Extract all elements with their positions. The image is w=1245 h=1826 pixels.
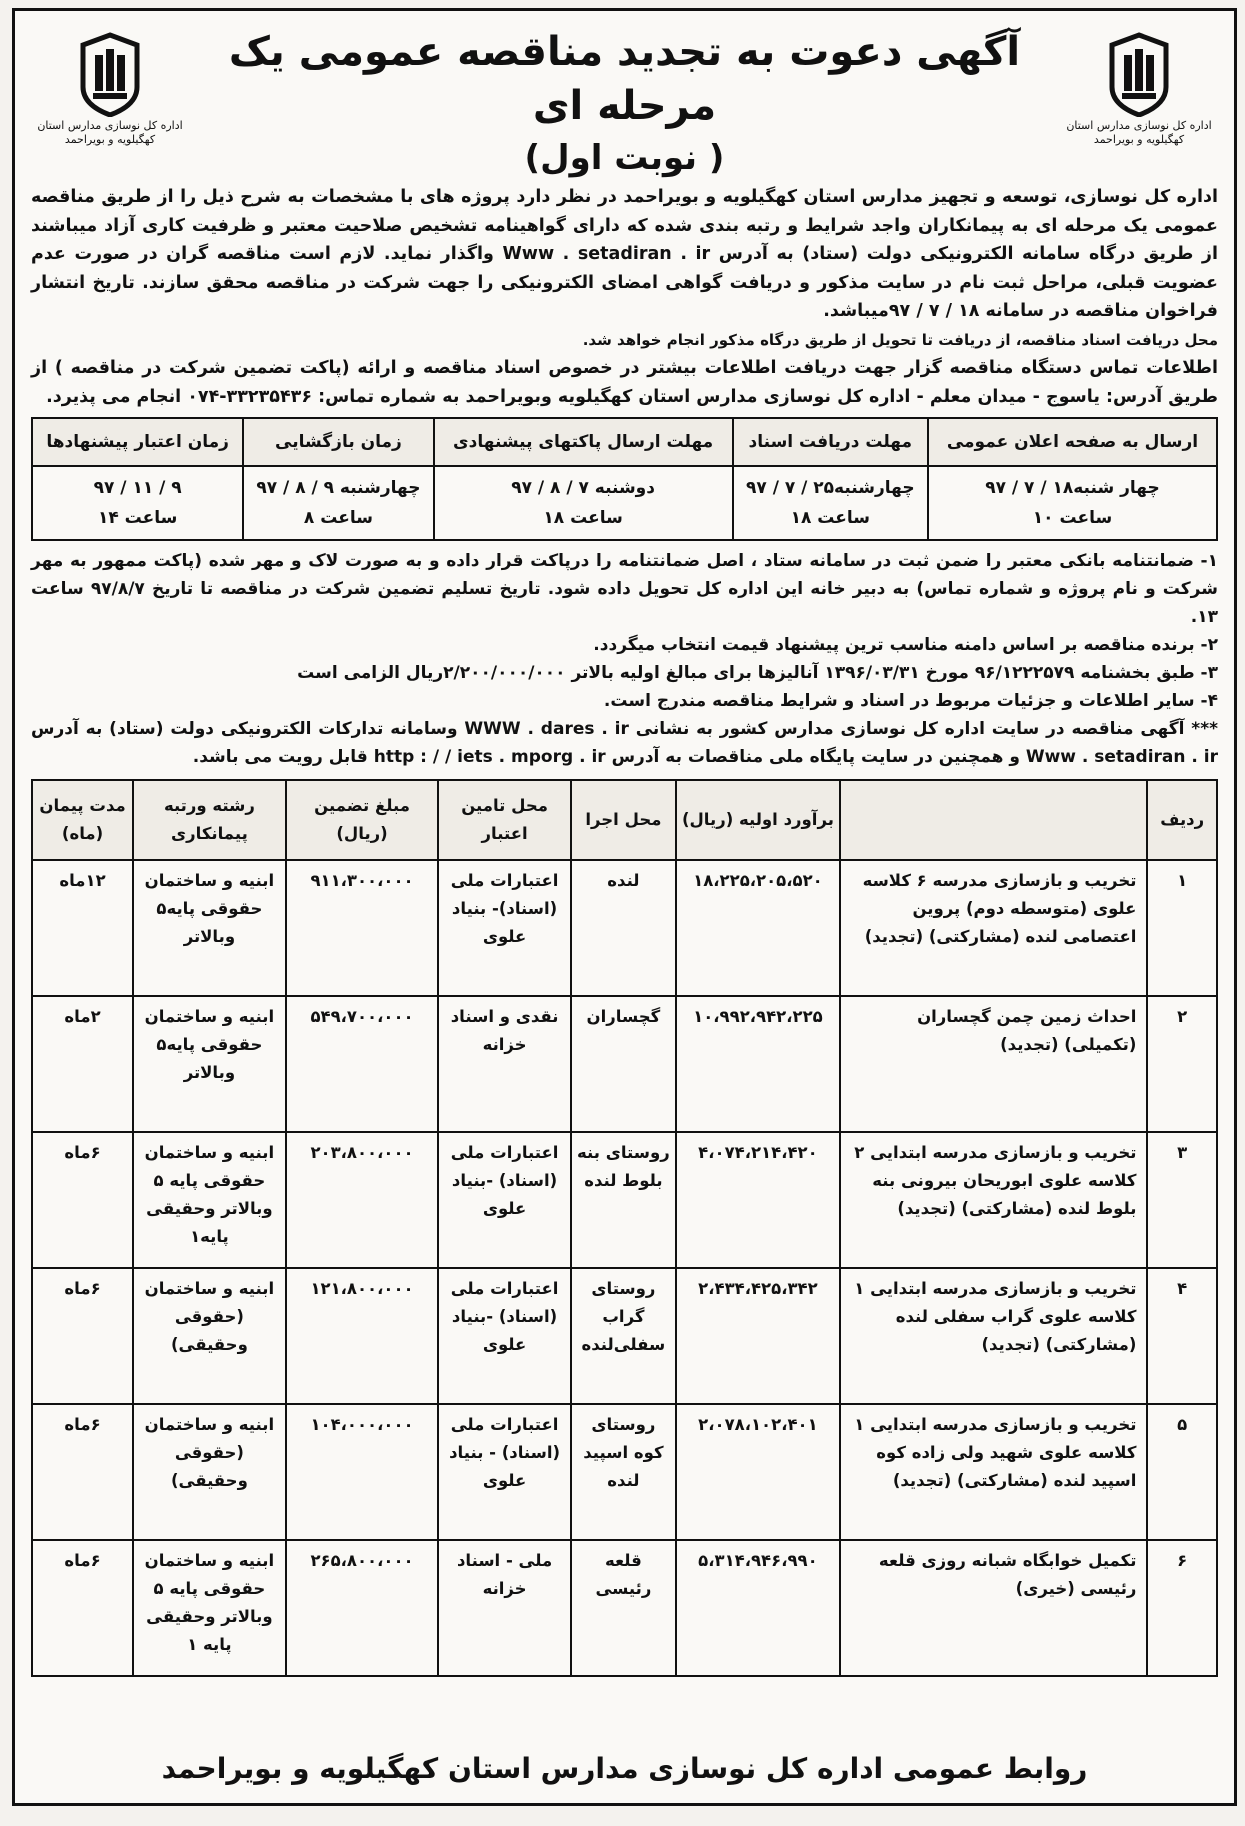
row-number: ۳ [1147,1132,1217,1268]
table-row [32,1132,1217,1268]
schedule-date: ۹ / ۱۱ / ۹۷ [93,478,182,498]
schedule-date: چهار شنبه۱۸ / ۷ / ۹۷ [985,478,1160,498]
schedule-date: چهارشنبه۲۵ / ۷ / ۹۷ [746,478,915,498]
contract-duration: ۱۲ماه [32,860,133,996]
row-number: ۱ [1147,860,1217,996]
intro-paragraph: اداره کل نوسازی، توسعه و تجهیز مدارس استان کهگیلویه و بویراحمد در نظر دارد پروژه های با مشخصات به شرح ذیل را از طریق مناقصه عمومی یک مرحله ای به پیمانکاران واجد شرایط و رتبه بندی شده که دارای گواهینامه تشخیص صلاحیت معتبر و ظرفیت کاری آزاد میباشند از طریق درگاه سامانه الکترونیکی دولت (ستاد) به آدرس Www . setadiran . ir واگذار نماید. لازم است مناقصه گران در صورت عدم عضویت قبلی، مراحل ثبت نام در سایت مذکور و دریافت گواهی امضای الکترونیکی را جهت شرکت در مناقصه محقق سازند. تاریخ انتشار فراخوان مناقصه در سامانه ۱۸ / ۷ / ۹۷میباشد. [31,187,1218,321]
execution-location: لنده [571,860,676,996]
execution-location: روستای گراب سفلی‌لنده [571,1268,676,1404]
notice-title: آگهی دعوت به تجدید مناقصه عمومی یک مرحله ای [228,29,1021,129]
table-row [32,860,1217,996]
organization-logo-left [35,31,185,147]
schedule-header: زمان بازگشایی [243,418,433,466]
initial-estimate: ۲،۰۷۸،۱۰۲،۴۰۱ [676,1404,840,1540]
publication-note: *** آگهی مناقصه در سایت اداره کل نوسازی مدارس کشور به نشانی WWW . dares . ir وسامانه تدارکات الکترونیکی دولت (ستاد) به آدرس Www . setadiran . ir و همچنین در سایت پایگاه ملی مناقصات به آدرس http : / / iets . mporg . ir قابل رویت می باشد. [31,719,1218,767]
contractor-grade: ابنیه و ساختمان (حقوقی وحقیقی) [133,1404,286,1540]
notice-header [31,25,1218,183]
project-description: تکمیل خوابگاه شبانه روزی قلعه رئیسی (خیری) [840,1540,1148,1676]
initial-estimate: ۱۰،۹۹۲،۹۴۲،۲۲۵ [676,996,840,1132]
row-number: ۴ [1147,1268,1217,1404]
logo-caption: اداره کل نوسازی مدارس استان کهگیلویه و بویراحمد [1066,119,1212,146]
column-header-row-no: ردیف [1147,780,1217,860]
funding-source: اعتبارات ملی (اسناد)- بنیاد علوی [438,860,570,996]
execution-location: روستای کوه اسپید لنده [571,1404,676,1540]
contract-duration: ۶ماه [32,1540,133,1676]
projects-table [31,779,1218,1677]
schedule-header: ارسال به صفحه اعلان عمومی [928,418,1217,466]
condition-item: ۲- برنده مناقصه بر اساس دامنه مناسب ترین پیشنهاد قیمت انتخاب میگردد. [593,635,1218,655]
schedule-cell [928,466,1217,540]
schedule-header: مهلت ارسال پاکتهای پیشنهادی [434,418,733,466]
organization-logo-right [1064,31,1214,147]
table-row [32,996,1217,1132]
project-description: تخریب و بازسازی مدرسه ابتدایی ۱ کلاسه علوی گراب سفلی لنده (مشارکتی) (تجدید) [840,1268,1148,1404]
project-description: تخریب و بازسازی مدرسه ابتدایی ۱ کلاسه علوی شهید ولی زاده کوه اسپید لنده (مشارکتی) (تجدید) [840,1404,1148,1540]
initial-estimate: ۴،۰۷۴،۲۱۴،۴۲۰ [676,1132,840,1268]
funding-source: ملی - اسناد خزانه [438,1540,570,1676]
intro-text [31,183,1218,411]
table-row [32,1404,1217,1540]
project-description: تخریب و بازسازی مدرسه ابتدایی ۲ کلاسه علوی ابوریحان بیرونی بنه بلوط لنده (مشارکتی) (تجدید) [840,1132,1148,1268]
schedule-date: دوشنبه ۷ / ۸ / ۹۷ [511,478,655,498]
schedule-header-row [32,418,1217,466]
schedule-date: چهارشنبه ۹ / ۸ / ۹۷ [256,478,421,498]
project-description: احداث زمین چمن گچساران (تکمیلی) (تجدید) [840,996,1148,1132]
school-renovation-logo-icon [1104,31,1174,117]
row-number: ۲ [1147,996,1217,1132]
initial-estimate: ۱۸،۲۲۵،۲۰۵،۵۲۰ [676,860,840,996]
schedule-time: ساعت ۱۸ [790,508,870,528]
table-row [32,1540,1217,1676]
guarantee-amount: ۲۰۳،۸۰۰،۰۰۰ [286,1132,439,1268]
project-description: تخریب و بازسازی مدرسه ۶ کلاسه علوی (متوسطه دوم) پروین اعتصامی لنده (مشارکتی) (تجدید) [840,860,1148,996]
schedule-header: مهلت دریافت اسناد [733,418,928,466]
guarantee-amount: ۱۰۴،۰۰۰،۰۰۰ [286,1404,439,1540]
guarantee-amount: ۱۲۱،۸۰۰،۰۰۰ [286,1268,439,1404]
schedule-cell [32,466,243,540]
guarantee-amount: ۵۴۹،۷۰۰،۰۰۰ [286,996,439,1132]
column-header-description [840,780,1148,860]
schedule-value-row [32,466,1217,540]
funding-source: اعتبارات ملی (اسناد) -بنیاد علوی [438,1268,570,1404]
projects-header-row [32,780,1217,860]
contractor-grade: ابنیه و ساختمان حقوقی پایه ۵ وبالاتر وحقیقی پایه ۱ [133,1540,286,1676]
conditions-list [31,547,1218,771]
column-header-duration: مدت پیمان (ماه) [32,780,133,860]
guarantee-amount: ۹۱۱،۳۰۰،۰۰۰ [286,860,439,996]
column-header-estimate: برآورد اولیه (ریال) [676,780,840,860]
execution-location: گچساران [571,996,676,1132]
contractor-grade: ابنیه و ساختمان حقوقی پایه۵ وبالاتر [133,860,286,996]
execution-location: قلعه رئیسی [571,1540,676,1676]
notice-subtitle: ( نوبت اول) [524,138,725,178]
table-row [32,1268,1217,1404]
column-header-funding: محل تامین اعتبار [438,780,570,860]
initial-estimate: ۲،۴۳۴،۴۲۵،۳۴۲ [676,1268,840,1404]
contact-paragraph: اطلاعات تماس دستگاه مناقصه گزار جهت دریافت اطلاعات بیشتر در خصوص اسناد مناقصه و ارائه (پاکت تضمین شرکت در مناقصه ) از طریق آدرس: یاسوج - میدان معلم - اداره کل نوسازی مدارس استان کهگیلویه وبویراحمد به شماره تماس: ۳۳۲۳۵۴۳۶-۰۷۴ انجام می پذیرد. [31,358,1218,407]
condition-item: ۴- سایر اطلاعات و جزئیات مربوط در اسناد و شرایط مناقصه مندرج است. [603,691,1218,711]
documents-location-note: محل دریافت اسناد مناقصه، از دریافت تا تحویل از طریق درگاه مذکور انجام خواهد شد. [582,330,1218,349]
execution-location: روستای بنه بلوط لنده [571,1132,676,1268]
funding-source: اعتبارات ملی (اسناد) - بنیاد علوی [438,1404,570,1540]
contract-duration: ۶ماه [32,1268,133,1404]
guarantee-amount: ۲۶۵،۸۰۰،۰۰۰ [286,1540,439,1676]
contractor-grade: ابنیه و ساختمان حقوقی پایه ۵ وبالاتر وحقیقی پایه۱ [133,1132,286,1268]
row-number: ۶ [1147,1540,1217,1676]
column-header-grade: رشته ورتبه پیمانکاری [133,780,286,860]
funding-source: نقدی و اسناد خزانه [438,996,570,1132]
logo-caption: اداره کل نوسازی مدارس استان کهگیلویه و بویراحمد [37,119,183,146]
column-header-guarantee: مبلغ تضمین (ریال) [286,780,439,860]
schedule-time: ساعت ۱۴ [97,508,178,528]
schedule-cell [733,466,928,540]
contract-duration: ۲ماه [32,996,133,1132]
schedule-header: زمان اعتبار پیشنهادها [32,418,243,466]
contractor-grade: ابنیه و ساختمان حقوقی پایه۵ وبالاتر [133,996,286,1132]
schedule-table [31,417,1218,541]
contract-duration: ۶ماه [32,1404,133,1540]
initial-estimate: ۵،۳۱۴،۹۴۶،۹۹۰ [676,1540,840,1676]
contractor-grade: ابنیه و ساختمان (حقوقی وحقیقی) [133,1268,286,1404]
row-number: ۵ [1147,1404,1217,1540]
funding-source: اعتبارات ملی (اسناد) -بنیاد علوی [438,1132,570,1268]
schedule-time: ساعت ۱۸ [543,508,623,528]
public-relations-footer: روابط عمومی اداره کل نوسازی مدارس استان کهگیلویه و بویراحمد [161,1752,1088,1785]
column-header-location: محل اجرا [571,780,676,860]
tender-notice-page [12,8,1237,1806]
contract-duration: ۶ماه [32,1132,133,1268]
schedule-cell [243,466,433,540]
schedule-cell [434,466,733,540]
condition-item: ۳- طبق بخشنامه ۹۶/۱۲۲۲۵۷۹ مورخ ۱۳۹۶/۰۳/۳۱ آنالیزها برای مبالغ اولیه بالاتر ۲/۲۰۰/۰۰۰/۰۰۰ریال الزامی است [297,663,1218,683]
condition-item: ۱- ضمانتنامه بانکی معتبر را ضمن ثبت در سامانه ستاد ، اصل ضمانتنامه را درپاکت قرار داده و به صورت لاک و مهر شده (پاکت ممهور به مهر شرکت و نام پروژه و شماره تماس) به دبیر خانه این اداره کل تحویل داده شود. تاریخ تسلیم تضمین شرکت در مناقصه تا تاریخ ۹۷/۸/۷ ساعت ۱۳. [31,551,1218,627]
schedule-time: ساعت ۸ [303,508,373,528]
school-renovation-logo-icon [75,31,145,117]
schedule-time: ساعت ۱۰ [1032,508,1113,528]
